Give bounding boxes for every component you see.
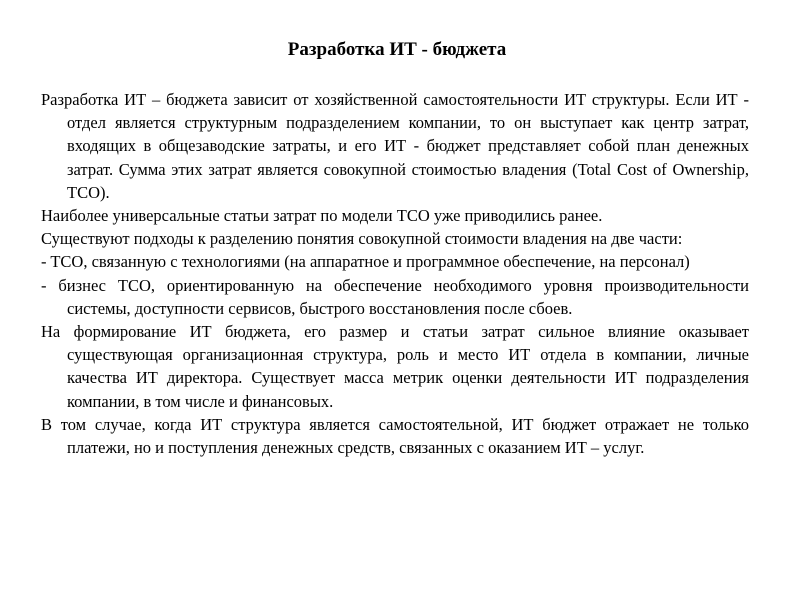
paragraph-dependency: Разработка ИТ – бюджета зависит от хозяйственной самостоятельности ИТ структуры. Если ИТ - отдел является структурным подразделением компании, то он выступает как центр затрат, входящих в общезаводские затраты, и его ИТ - бюджет представляет собой план денежных затрат. Сумма этих затрат является совокупной стоимостью владения (Total Cost of Ownership, TCO). xyxy=(41,90,749,202)
list-item-business-tco: - бизнес TCO, ориентированную на обеспечение необходимого уровня производительности системы, доступности сервисов, быстрого восстановления после сбоев. xyxy=(41,275,749,318)
slide-title: Разработка ИТ - бюджета xyxy=(287,39,507,60)
paragraph-approaches: Существуют подходы к разделению понятия совокупной стоимости владения на две части: xyxy=(41,229,683,249)
paragraph-influence: На формирование ИТ бюджета, его размер и статьи затрат сильное влияние оказывает существующая организационная структура, роль и место ИТ отдела в компании, личные качества ИТ директора. Существует масса метрик оценки деятельности ИТ подразделения компании, в том числе и финансовых. xyxy=(41,322,749,411)
paragraph-independent: В том случае, когда ИТ структура является самостоятельной, ИТ бюджет отражает не только платежи, но и поступления денежных средств, связанных с оказанием ИТ – услуг. xyxy=(41,414,749,458)
list-item-tech-tco: - TCO, связанную с технологиями (на аппаратное и программное обеспечение, на персонал) xyxy=(41,252,690,272)
paragraph-tco-items: Наиболее универсальные статьи затрат по модели TCO уже приводились ранее. xyxy=(41,206,603,226)
slide-body xyxy=(41,88,749,459)
